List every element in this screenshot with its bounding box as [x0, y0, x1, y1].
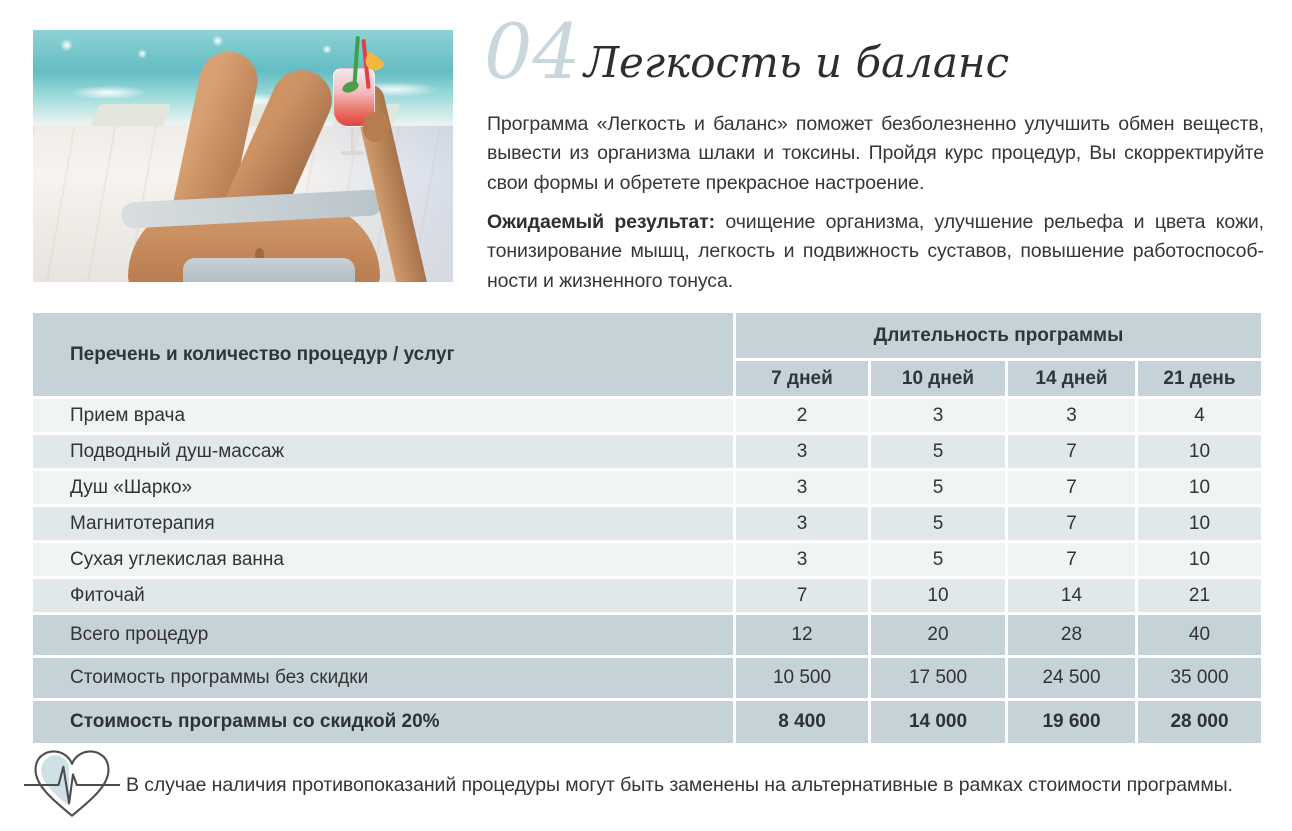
row-value: 35 000 — [1138, 658, 1261, 698]
row-value: 10 — [871, 579, 1005, 612]
intro-paragraph: Программа «Легкость и баланс» поможет безболезненно улучшить обмен веществ, вывести из организма шлаки и токсины. Пройдя курс процедур, Вы скорректируйте свои формы и обретете прекрасное настроение. — [487, 113, 1264, 194]
row-value: 10 — [1138, 543, 1261, 576]
row-value: 14 — [1008, 579, 1135, 612]
photo-cocktail-base — [341, 151, 364, 155]
row-label: Стоимость программы со скидкой 20% — [33, 701, 733, 743]
row-label: Всего процедур — [33, 615, 733, 655]
duration-col-header: 21 день — [1138, 361, 1261, 396]
row-value: 7 — [736, 579, 868, 612]
row-value: 5 — [871, 507, 1005, 540]
expected-result-text: очищение организма, улучшение рельефа и цвета кожи, тонизирование мышц, легкость и подвижность суставов, повышение работоспособности и жизненного тонуса. — [487, 211, 1264, 292]
row-value: 12 — [736, 615, 868, 655]
row-value: 8 400 — [736, 701, 868, 743]
row-value: 5 — [871, 471, 1005, 504]
row-value: 3 — [736, 471, 868, 504]
row-label: Стоимость программы без скидки — [33, 658, 733, 698]
row-value: 10 — [1138, 435, 1261, 468]
row-value: 10 — [1138, 507, 1261, 540]
row-value: 14 000 — [871, 701, 1005, 743]
contraindication-note — [24, 748, 1280, 822]
row-label: Душ «Шарко» — [33, 471, 733, 504]
row-value: 7 — [1008, 543, 1135, 576]
row-value: 2 — [736, 399, 868, 432]
row-value: 3 — [736, 507, 868, 540]
beach-photo — [33, 30, 453, 282]
row-value: 28 000 — [1138, 701, 1261, 743]
row-value: 28 — [1008, 615, 1135, 655]
row-value: 3 — [736, 435, 868, 468]
row-value: 10 500 — [736, 658, 868, 698]
photo-bikini — [183, 258, 355, 282]
row-value: 10 — [1138, 471, 1261, 504]
row-value: 7 — [1008, 507, 1135, 540]
row-value: 17 500 — [871, 658, 1005, 698]
photo-cocktail-stem — [351, 124, 354, 152]
expected-result-paragraph — [487, 208, 1264, 296]
row-value: 3 — [736, 543, 868, 576]
heart-pulse-icon — [24, 748, 120, 822]
page-title: Легкость и баланс — [584, 38, 1010, 87]
row-label: Подводный душ-массаж — [33, 435, 733, 468]
row-value: 5 — [871, 435, 1005, 468]
row-value: 19 600 — [1008, 701, 1135, 743]
duration-col-header: 7 дней — [736, 361, 868, 396]
row-value: 5 — [871, 543, 1005, 576]
row-value: 40 — [1138, 615, 1261, 655]
row-value: 24 500 — [1008, 658, 1135, 698]
row-label: Сухая углекислая ванна — [33, 543, 733, 576]
row-value: 20 — [871, 615, 1005, 655]
row-label: Фиточай — [33, 579, 733, 612]
row-value: 7 — [1008, 435, 1135, 468]
row-label: Магнитотерапия — [33, 507, 733, 540]
photo-hand — [363, 112, 389, 142]
row-value: 4 — [1138, 399, 1261, 432]
note-text: В случае наличия противопоказаний процедуры могут быть заменены на альтернативные в рамках стоимости программы. — [126, 773, 1233, 796]
row-value: 7 — [1008, 471, 1135, 504]
row-value: 21 — [1138, 579, 1261, 612]
row-label: Прием врача — [33, 399, 733, 432]
table-header-procedures: Перечень и количество процедур / услуг — [33, 313, 733, 396]
expected-result-label: Ожидаемый результат: — [487, 211, 716, 233]
page-number: 04 — [484, 7, 581, 96]
row-value: 3 — [1008, 399, 1135, 432]
duration-col-header: 10 дней — [871, 361, 1005, 396]
duration-col-header: 14 дней — [1008, 361, 1135, 396]
table-header-duration: Длительность программы — [736, 313, 1261, 358]
procedures-table — [33, 313, 1261, 743]
row-value: 3 — [871, 399, 1005, 432]
